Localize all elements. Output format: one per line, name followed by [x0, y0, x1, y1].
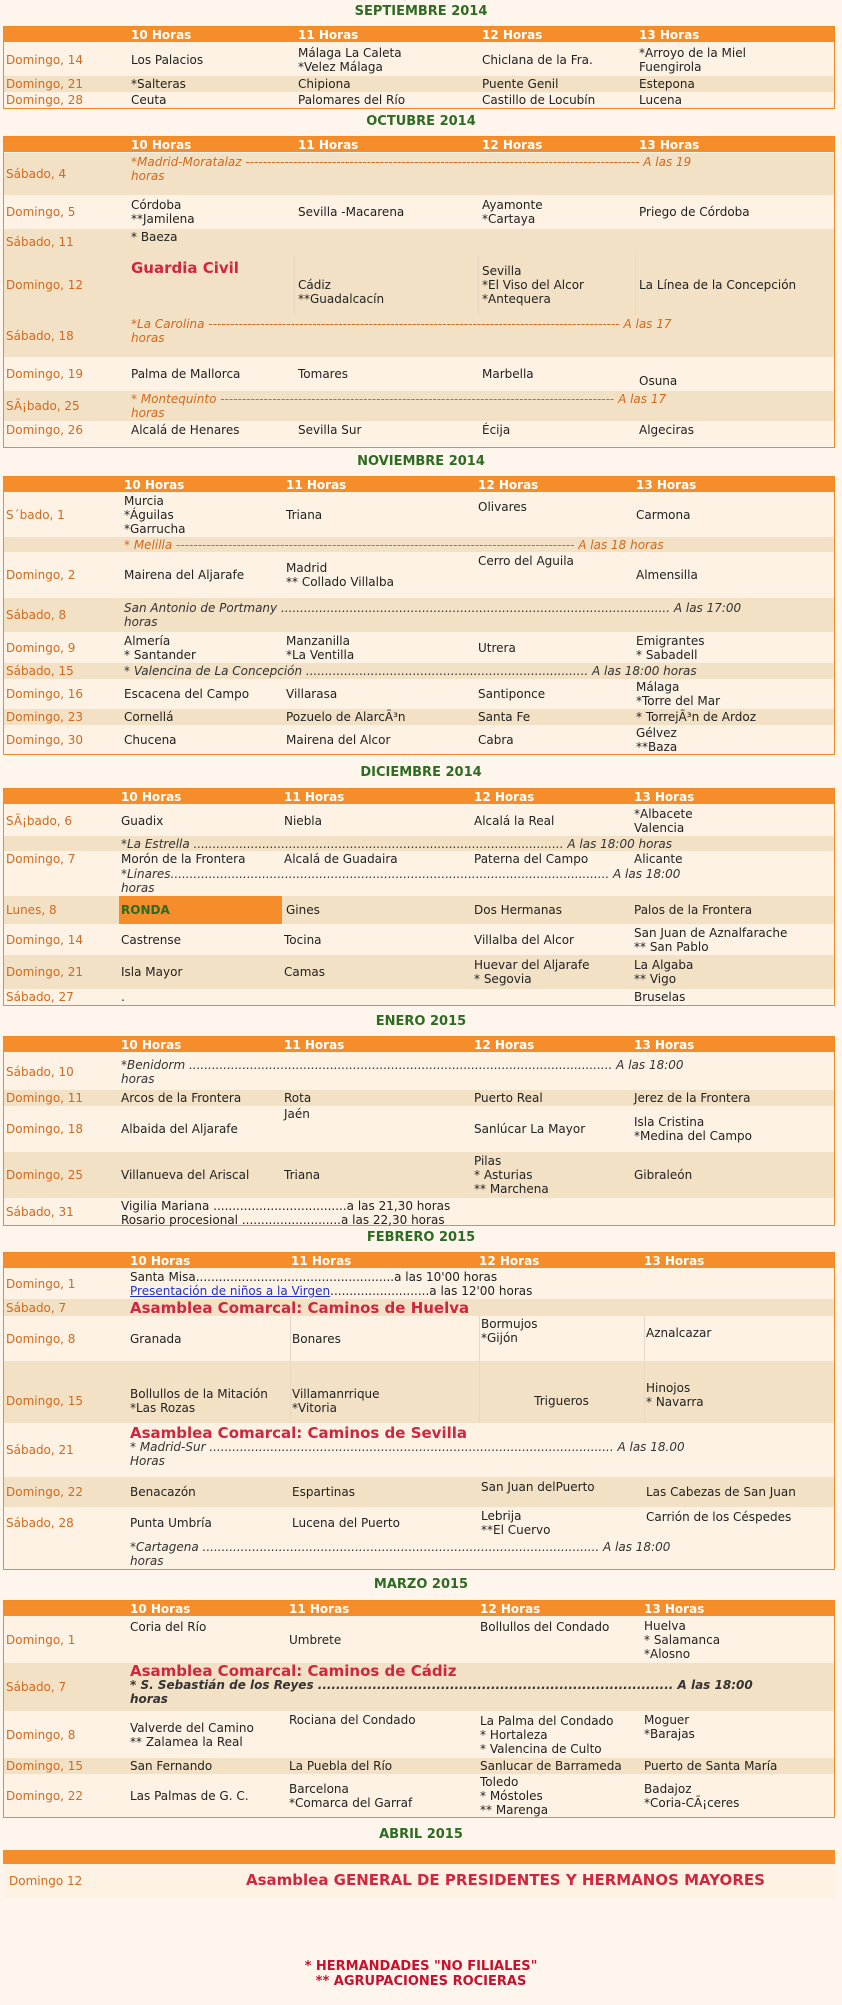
header-row: 10 Horas 11 Horas 12 Horas 13 Horas [4, 1037, 834, 1052]
table-row: Domingo, 26 Alcalá de Henares Sevilla Sur Écija Algeciras [6, 423, 695, 437]
table-row: Domingo, 1 Coria del Río Umbrete Bollullos del Condado Huelva * Salamanca *Alosno [6, 1619, 721, 1661]
table-row: SÃ¡bado, 6 Guadix Niebla Alcalá la Real *Albacete Valencia [6, 806, 693, 835]
month-title: ENERO 2015 [375, 1014, 467, 1029]
table-row: Domingo, 28 Ceuta Palomares del Río Castillo de Locubín Lucena [6, 93, 683, 107]
table-row: Domingo, 18 Albaida del Aljarafe Jaén Sanlúcar La Mayor Isla Cristina *Medina del Campo [6, 1107, 752, 1143]
table-row: Sábado, 10 *Benidorm ............................................................................................................... A las 18:00 horas [6, 1057, 684, 1086]
abril-header-bar [3, 1850, 835, 1864]
table-row: * Melilla -------------------------------------------------------------------------------------------- A las 18 horas [4, 537, 834, 552]
table-row: Sábado, 18 *La Carolina ----------------------------------------------------------------------------------------------- A las 17 horas [4, 315, 834, 357]
table-row: Sábado, 15 * Valencina de La Concepción .......................................................................... A las 18:00 horas [4, 663, 834, 679]
footer-note-1: * HERMANDADES "NO FILIALES" [304, 1959, 538, 1974]
table-row: Domingo, 9 Almería * Santander Manzanilla *La Ventilla Utrera Emigrantes * Sabadell [6, 633, 705, 662]
table-row: Domingo, 22 Las Palmas de G. C. Barcelona *Comarca del Garraf Toledo * Móstoles ** Marenga Badajoz *Coria-CÃ¡ceres [6, 1775, 740, 1817]
table-row: *Linares................................................................................................................... A las 18:00 horas [121, 867, 681, 895]
table-row: Domingo, 7 Morón de la Frontera Alcalá de Guadaira Paterna del Campo Alicante [6, 851, 683, 866]
table-row: Domingo, 22 Benacazón Espartinas San Juan delPuerto Las Cabezas de San Juan [4, 1477, 834, 1507]
table-row: Sábado, 11 * Baeza [4, 229, 834, 255]
header-row: 10 Horas 11 Horas 12 Horas 13 Horas [4, 1253, 834, 1268]
guardia-civil-label: Guardia Civil [131, 259, 239, 277]
month-title: ABRIL 2015 [379, 1827, 463, 1842]
table-row: Domingo, 19 Palma de Mallorca Tomares Marbella Osuna [6, 367, 678, 388]
table-row: Domingo, 14 Castrense Tocina Villalba del Alcor San Juan de Aznalfarache ** San Pablo [6, 925, 788, 954]
month-title: FEBRERO 2015 [366, 1230, 476, 1245]
asamblea-sevilla: Asamblea Comarcal: Caminos de Sevilla [130, 1424, 467, 1442]
header-row: 10 Horas 11 Horas 12 Horas 13 Horas [4, 1601, 834, 1616]
calendar-table [3, 1036, 835, 1226]
table-row: Domingo, 15 San Fernando La Puebla del Río Sanlucar de Barrameda Puerto de Santa María [4, 1758, 834, 1774]
calendar-table [3, 136, 835, 448]
table-row: Domingo, 15 Bollullos de la Mitación *Las Rozas Villamanrrique *Vitoria Trigueros Hinojos * Navarra [4, 1378, 834, 1423]
calendar-table [3, 1252, 835, 1570]
header-row: 10 Horas 11 Horas 12 Horas 13 Horas [4, 789, 834, 804]
asamblea-general: Asamblea GENERAL DE PRESIDENTES Y HERMANOS MAYORES [246, 1871, 765, 1889]
table-row: Sábado, 7 Asamblea Comarcal: Caminos de Cádiz * S. Sebastián de los Reyes .............................................................................. A las 18:00 horas [4, 1663, 834, 1711]
presentacion-link[interactable]: Presentación de niños a la Virgen [130, 1284, 331, 1298]
abril-row: Domingo 12 Asamblea GENERAL DE PRESIDENTES Y HERMANOS MAYORES [3, 1864, 835, 1898]
header-row: 10 Horas 11 Horas 12 Horas 13 Horas [4, 137, 834, 152]
table-row: Domingo, 16 Escacena del Campo Villarasa Santiponce Málaga *Torre del Mar [6, 680, 721, 708]
table-row: Sábado, 4 *Madrid-Moratalaz ------------------------------------------------------------------------------------------- A las 19 horas [4, 153, 834, 195]
table-row: Domingo, 23 Cornellá Pozuelo de AlarcÃ³n Santa Fe * TorrejÃ³n de Ardoz [4, 709, 834, 725]
table-row: Domingo, 14 Los Palacios Málaga La Caleta *Velez Málaga Chiclana de la Fra. *Arroyo de la Miel Fuengirola [6, 45, 746, 74]
table-row: Domingo, 21 Isla Mayor Camas Huevar del Aljarafe * Segovia La Algaba ** Vigo [4, 955, 834, 989]
table-row: Sábado, 28 Punta Umbría Lucena del Puerto Lebrija **El Cuervo Carrión de los Céspedes [6, 1509, 792, 1537]
month-title: NOVIEMBRE 2014 [357, 454, 485, 469]
calendar-table [3, 1600, 835, 1818]
table-row: Domingo, 11 Arcos de la Frontera Rota Puerto Real Jerez de la Frontera [4, 1090, 834, 1106]
header-row: 10 Horas 11 Horas 12 Horas 13 Horas [4, 477, 834, 492]
table-row: Sábado, 7 Asamblea Comarcal: Caminos de Huelva [4, 1299, 834, 1316]
month-title: DICIEMBRE 2014 [360, 765, 482, 780]
asamblea-huelva: Asamblea Comarcal: Caminos de Huelva [130, 1298, 470, 1317]
table-row: Domingo, 5 Córdoba **Jamilena Sevilla -Macarena Ayamonte *Cartaya Priego de Córdoba [6, 198, 750, 226]
table-row: Domingo, 25 Villanueva del Ariscal Triana Pilas * Asturias ** Marchena Gibraleón [4, 1152, 834, 1198]
table-row: Lunes, 8 RONDA Gines Dos Hermanas Palos de la Frontera [4, 896, 834, 924]
month-title: OCTUBRE 2014 [366, 114, 476, 129]
ronda-highlight: RONDA [119, 896, 282, 924]
table-row: Sábado, 31 Vigilia Mariana ...................................a las 21,30 horas Rosario procesional ..........................a las 22,30 horas [6, 1199, 451, 1227]
calendar-table [3, 788, 835, 1006]
table-row: *La Estrella ................................................................................................. A las 18:00 horas [4, 836, 834, 851]
table-row: Sábado, 21 Asamblea Comarcal: Caminos de Sevilla * Madrid-Sur .......................................................................................................... A las 18.00 Horas [6, 1424, 685, 1468]
calendar-table [3, 476, 835, 755]
table-row: Domingo, 1 Santa Misa....................................................a las 10'00 horas Presentación de niños a la Virgen..........................a las 12'00 horas [6, 1270, 533, 1298]
table-row: Domingo, 21 *Salteras Chipiona Puente Genil Estepona [4, 76, 834, 92]
table-row: Domingo, 8 Granada Bonares Bormujos *Gijón Aznalcazar [4, 1316, 834, 1361]
table-row: S´bado, 1 Murcia *Águilas *Garrucha Triana Olivares Carmona [6, 494, 691, 536]
month-title: MARZO 2015 [373, 1577, 469, 1592]
table-row: Sábado, 8 San Antonio de Portmany ...................................................................................................... A las 17:00 horas [4, 598, 834, 632]
footer-note-2: ** AGRUPACIONES ROCIERAS [315, 1974, 527, 1989]
table-row: Domingo, 8 Valverde del Camino ** Zalamea la Real Rociana del Condado La Palma del Condado * Hortaleza * Valencina de Culto Moguer *Barajas [6, 1713, 695, 1756]
asamblea-cadiz: Asamblea Comarcal: Caminos de Cádiz [130, 1662, 457, 1680]
table-row: *Cartagena ........................................................................................................ A las 18:00 horas [130, 1540, 671, 1568]
header-row: 10 Horas 11 Horas 12 Horas 13 Horas [4, 27, 834, 42]
calendar-table [3, 26, 835, 109]
table-row: Domingo, 30 Chucena Mairena del Alcor Cabra Gélvez **Baza [6, 725, 678, 754]
table-row [4, 1361, 834, 1378]
month-title: SEPTIEMBRE 2014 [354, 4, 488, 19]
table-row: Domingo, 12 Guardia Civil Cádiz **Guadalcacín Sevilla *El Viso del Alcor *Antequera La Línea de la Concepción [4, 255, 834, 315]
table-row: Sábado, 27 . Bruselas [6, 990, 686, 1004]
table-row: SÃ¡bado, 25 * Montequinto ------------------------------------------------------------------------------------------- A las 17 horas [4, 391, 834, 421]
table-row: Domingo, 2 Mairena del Aljarafe Madrid ** Collado Villalba Cerro del Aguila Almensilla [6, 554, 698, 589]
